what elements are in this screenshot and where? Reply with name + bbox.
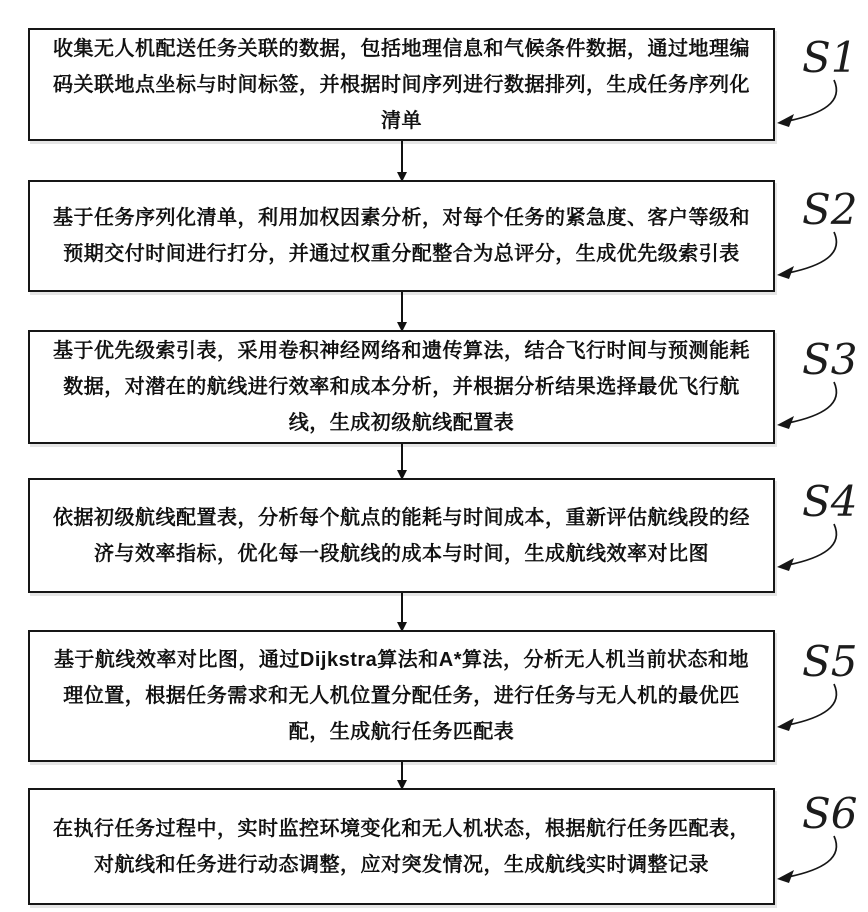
step-label-s5: S5	[802, 637, 858, 686]
down-arrow-3	[401, 444, 403, 478]
callout-arrowhead-icon	[777, 416, 794, 429]
callout-arrow-curve	[788, 524, 836, 565]
callout-arrow-curve	[788, 684, 836, 725]
step-label-s4: S4	[802, 477, 858, 526]
step-callout-s5	[776, 628, 866, 743]
down-arrow-2	[401, 292, 403, 330]
step-callout-s2	[776, 176, 866, 291]
flow-step-box-5	[28, 630, 775, 762]
callout-arrow-curve	[788, 836, 836, 877]
flow-step-box-2	[28, 180, 775, 292]
callout-arrowhead-icon	[777, 266, 794, 279]
flow-step-box-1	[28, 28, 775, 141]
step-text-6: 在执行任务过程中，实时监控环境变化和无人机状态，根据航行任务匹配表，对航线和任务进行动态调整，应对突发情况，生成航线实时调整记录	[53, 817, 750, 876]
callout-arrow-curve	[788, 80, 836, 121]
callout-arrowhead-icon	[777, 718, 794, 731]
callout-arrowhead-icon	[777, 114, 794, 127]
step-callout-s3	[776, 326, 866, 441]
step-label-s1: S1	[802, 33, 858, 82]
step-label-s6: S6	[802, 789, 858, 838]
step-callout-s6	[776, 780, 866, 895]
step-callout-s4	[776, 468, 866, 583]
down-arrow-5	[401, 762, 403, 788]
down-arrow-4	[401, 593, 403, 630]
step-label-s2: S2	[802, 185, 858, 234]
step-text-4: 依据初级航线配置表，分析每个航点的能耗与时间成本，重新评估航线段的经济与效率指标，优化每一段航线的成本与时间，生成航线效率对比图	[53, 506, 750, 565]
step-text-1: 收集无人机配送任务关联的数据，包括地理信息和气候条件数据，通过地理编码关联地点坐标与时间标签，并根据时间序列进行数据排列，生成任务序列化清单	[53, 37, 750, 132]
down-arrow-1	[401, 141, 403, 180]
callout-arrow-curve	[788, 382, 836, 423]
callout-arrowhead-icon	[777, 558, 794, 571]
step-callout-s1	[776, 24, 866, 139]
step-label-s3: S3	[802, 335, 858, 384]
step-text-3: 基于优先级索引表，采用卷积神经网络和遗传算法，结合飞行时间与预测能耗数据，对潜在的航线进行效率和成本分析，并根据分析结果选择最优飞行航线，生成初级航线配置表	[53, 340, 750, 434]
callout-arrow-curve	[788, 232, 836, 273]
step-text-2: 基于任务序列化清单，利用加权因素分析，对每个任务的紧急度、客户等级和预期交付时间进行打分，并通过权重分配整合为总评分，生成优先级索引表	[53, 207, 750, 265]
callout-arrowhead-icon	[777, 870, 794, 883]
flow-step-box-6	[28, 788, 775, 905]
flow-step-box-4	[28, 478, 775, 593]
step-text-5: 基于航线效率对比图，通过Dijkstra算法和A*算法，分析无人机当前状态和地理位置，根据任务需求和无人机位置分配任务，进行任务与无人机的最优匹配，生成航行任务匹配表	[53, 649, 750, 743]
flow-step-box-3	[28, 330, 775, 444]
